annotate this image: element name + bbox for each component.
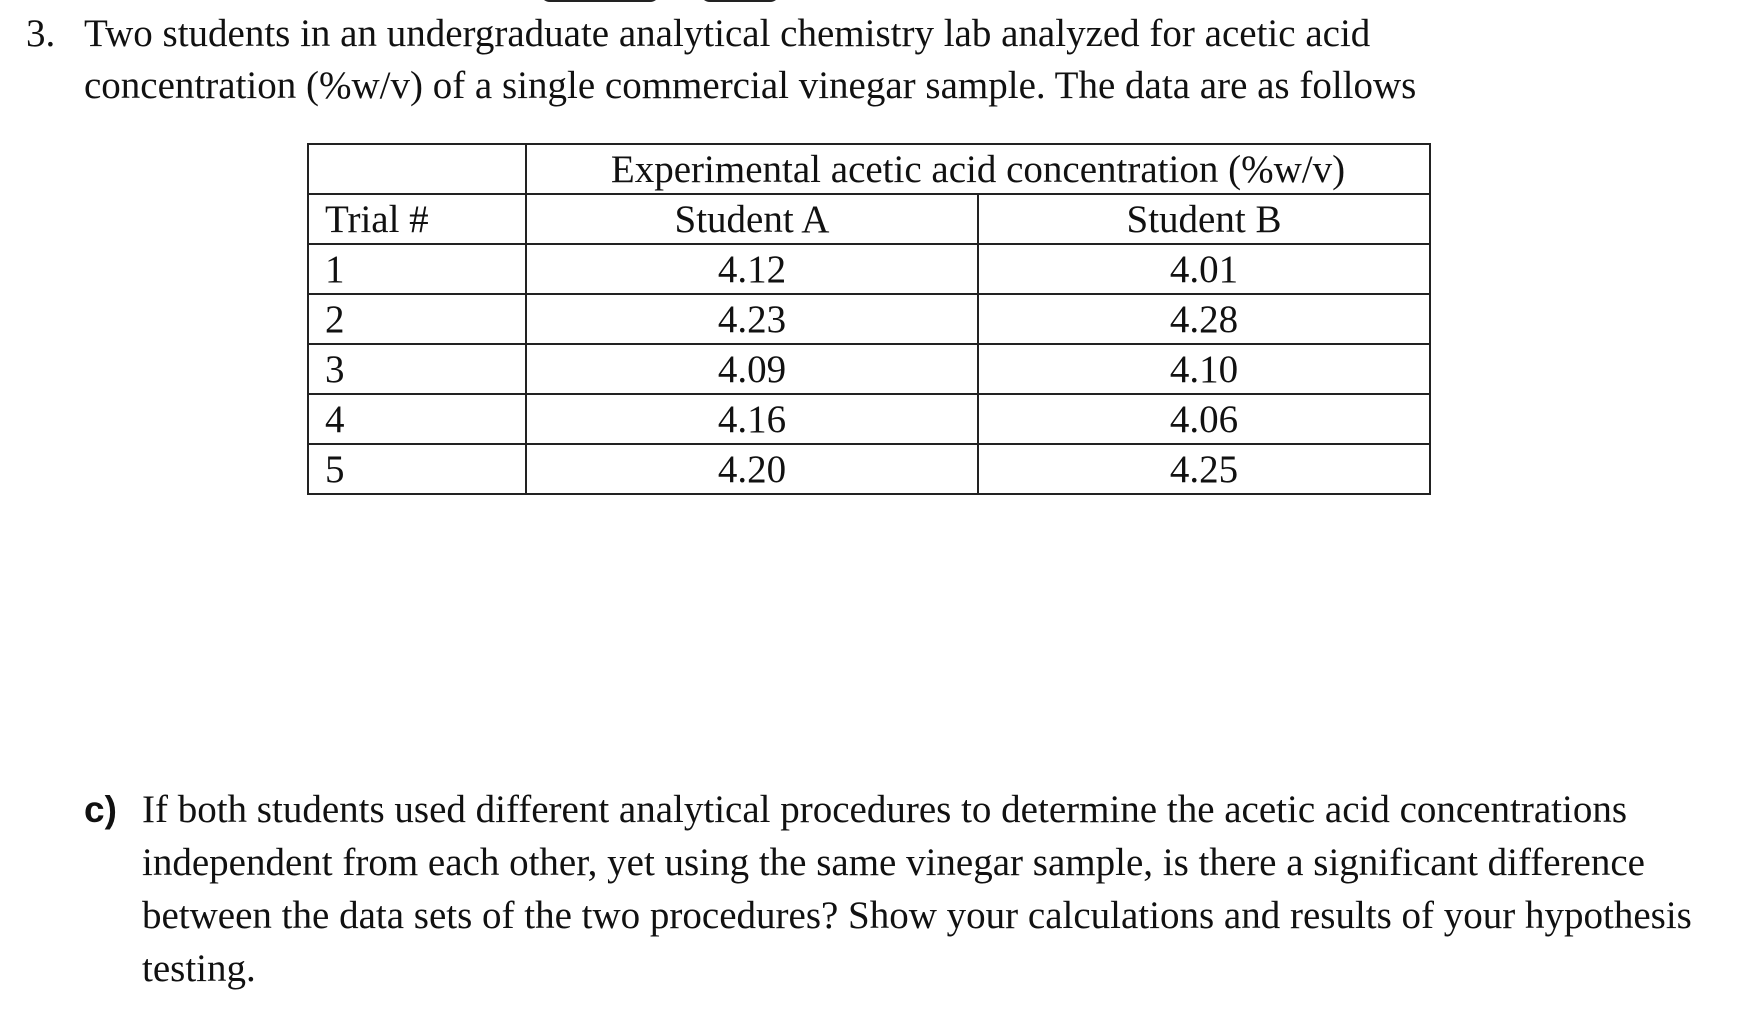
table-header-row [308, 194, 1430, 244]
student-b-cell: 4.01 [978, 244, 1430, 294]
trial-cell: 3 [308, 344, 526, 394]
student-a-cell: 4.23 [526, 294, 978, 344]
column-header-student-b: Student B [978, 194, 1430, 244]
student-a-cell: 4.16 [526, 394, 978, 444]
question-text: Two students in an undergraduate analytical chemistry lab analyzed for acetic acid concentration (%w/v) of a single commercial vinegar sample. The data are as follows [84, 12, 1417, 107]
data-table [307, 143, 1431, 495]
student-b-cell: 4.28 [978, 294, 1430, 344]
question-3 [26, 8, 1686, 112]
question-number: 3. [26, 12, 56, 55]
table-row [308, 394, 1430, 444]
table-row [308, 294, 1430, 344]
student-b-cell: 4.06 [978, 394, 1430, 444]
table-row [308, 344, 1430, 394]
trial-cell: 4 [308, 394, 526, 444]
table-row [308, 244, 1430, 294]
student-a-cell: 4.09 [526, 344, 978, 394]
table-corner-cell [308, 144, 526, 194]
trial-cell: 5 [308, 444, 526, 494]
student-a-cell: 4.20 [526, 444, 978, 494]
part-c-text: If both students used different analytical procedures to determine the acetic acid concentrations independent from each other, yet using the same vinegar sample, is there a significant difference between the data sets of the two procedures? Show your calculations and results of your hypothesis testing. [142, 788, 1692, 990]
cropped-previous-text [0, 0, 1752, 6]
student-b-cell: 4.10 [978, 344, 1430, 394]
part-c [84, 783, 1704, 995]
table-row [308, 444, 1430, 494]
table-group-header-row [308, 144, 1430, 194]
trial-cell: 2 [308, 294, 526, 344]
column-header-trial: Trial # [308, 194, 526, 244]
group-header: Experimental acetic acid concentration (%w/v) [526, 144, 1430, 194]
part-c-label: c) [84, 789, 117, 830]
trial-cell: 1 [308, 244, 526, 294]
student-b-cell: 4.25 [978, 444, 1430, 494]
column-header-student-a: Student A [526, 194, 978, 244]
student-a-cell: 4.12 [526, 244, 978, 294]
